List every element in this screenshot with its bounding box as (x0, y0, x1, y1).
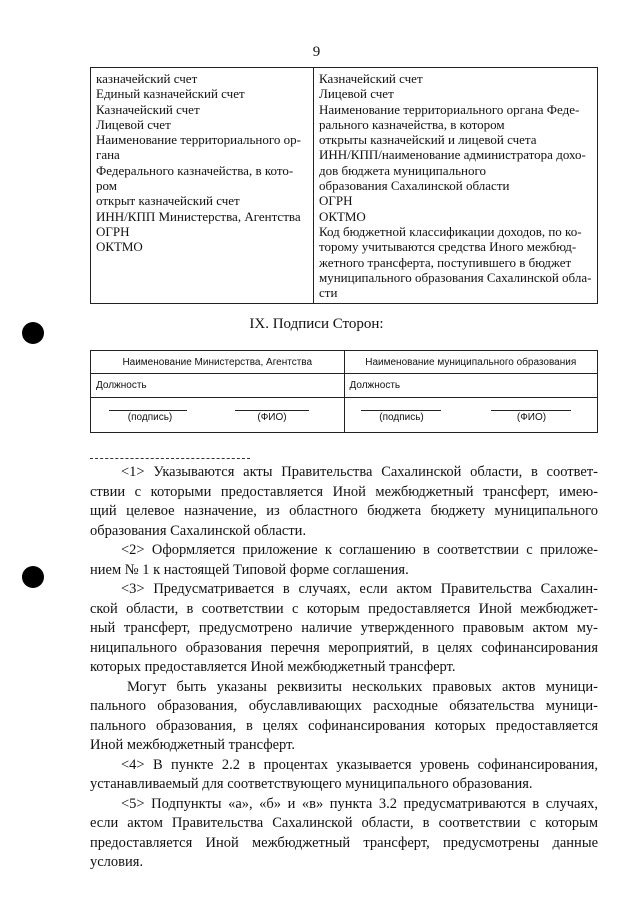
footnote-paragraph (90, 541, 598, 580)
requisite-line: ИНН/КПП/наименование администратора дохо- (319, 147, 586, 163)
footnote-line: щий целевое назначение, из областного бюджета бюджету муниципального (90, 503, 598, 519)
footnote-line: ный трансферт, предусмотрено наличие утвержденного правовым актом му- (90, 620, 598, 636)
requisites-right-cell (314, 68, 598, 304)
footnote-paragraph (90, 795, 598, 873)
requisite-line: ОКТМО (96, 239, 143, 255)
signature-block-right (344, 398, 598, 433)
requisites-table (90, 67, 598, 304)
requisite-line: ром (96, 178, 117, 194)
footnote-line: Иной межбюджетный трансферт. (90, 737, 295, 753)
signature-caption: (подпись) (379, 412, 424, 423)
footnote-line: нием № 1 к настоящей Типовой форме соглашения. (90, 561, 409, 578)
footnote-line: ствии с которыми предоставляется Иной межбюджетный трансферт, имею- (90, 483, 598, 500)
requisite-line: Код бюджетной классификации доходов, по ко- (319, 223, 582, 239)
requisite-line: ОКТМО (319, 208, 366, 224)
position-label: Должность (344, 374, 598, 398)
name-line (235, 410, 309, 411)
footnote-paragraph (90, 756, 598, 795)
footnote-line: если актом Правительства Сахалинской области, в соответствии с которым (90, 815, 598, 831)
footnote-line: ской области, в соответствии с которым предоставляется Иной межбюджет- (90, 600, 598, 617)
requisite-line: казначейский счет (96, 71, 198, 86)
footnote-line: ниципального образования перечня мероприятий, в целях софинансирования (90, 639, 598, 656)
footnote-paragraph (90, 463, 598, 541)
signature-line (361, 410, 441, 411)
requisite-line: образования Сахалинской области (319, 178, 510, 194)
footnote-line: <5> Подпункты «а», «б» и «в» пункта 3.2 предусматриваются в случаях, (121, 795, 598, 812)
footnotes (90, 463, 598, 873)
requisite-line: открыт казначейский счет (96, 193, 240, 209)
signature-header-ministry: Наименование Министерства, Агентства (91, 351, 345, 374)
footnote-line: <2> Оформляется приложение к соглашению в соответствии с приложе- (121, 542, 598, 558)
footnote-line: предоставляется Иной межбюджетный трансферт, предусмотрены данные (90, 834, 598, 851)
requisite-line: дов бюджета муниципального (319, 162, 487, 178)
requisite-line: ОГРН (319, 193, 353, 209)
requisite-line: ОГРН (96, 223, 130, 239)
footnote-line: устанавливаемый для соответствующего муниципального образования. (90, 776, 533, 792)
requisite-line: торому учитываются средства Иного межбюд- (319, 239, 577, 255)
binder-hole-mark (22, 566, 44, 588)
requisite-line: Казначейский счет (96, 101, 200, 117)
footnote-line: <1> Указываются акты Правительства Сахалинской области, в соответ- (121, 464, 598, 480)
signature-caption: (подпись) (127, 412, 173, 423)
footnote-line: образования Сахалинской области. (90, 522, 307, 539)
footnote-line: которых предоставляется Иной межбюджетный трансферт. (90, 659, 456, 675)
footnote-paragraph (90, 580, 598, 678)
requisite-line: рального казначейства, в котором (319, 116, 505, 132)
requisite-line: муниципального образования Сахалинской обла- (319, 269, 592, 285)
footnote-line: <4> В пункте 2.2 в процентах указывается уровень софинансирования, (121, 756, 598, 773)
footnote-line: пального образования, в целях софинансирования которых предоставляется (90, 717, 598, 734)
name-caption: (ФИО) (257, 412, 287, 423)
page-number: 9 (312, 44, 321, 60)
requisites-left-cell (91, 68, 314, 304)
signature-block-left (91, 398, 345, 433)
requisite-line: Лицевой счет (319, 86, 394, 102)
section-title: IX. Подписи Сторон: (249, 316, 384, 332)
footnote-paragraph (90, 678, 598, 756)
name-caption: (ФИО) (516, 412, 547, 423)
requisite-line: Наименование территориального органа Феде- (319, 101, 580, 117)
signature-header-municipality: Наименование муниципального образования (344, 351, 598, 374)
requisite-line: Наименование территориального ор- (96, 132, 301, 148)
requisite-line: Казначейский счет (319, 71, 423, 86)
footnote-line: условия. (90, 854, 144, 870)
requisite-line: Лицевой счет (96, 116, 171, 132)
position-label: Должность (91, 374, 345, 398)
requisite-line: Единый казначейский счет (96, 86, 245, 102)
signature-line (109, 410, 187, 411)
requisite-line: жетного трансферта, поступившего в бюджет (319, 254, 572, 270)
footnote-line: пального образования, обуславливающих расходные обязательства муници- (90, 698, 598, 714)
footnote-line: <3> Предусматривается в случаях, если актом Правительства Сахалин- (121, 581, 598, 597)
footnote-separator (90, 458, 250, 459)
requisite-line: открыты казначейский и лицевой счета (319, 132, 537, 148)
requisite-line: гана (96, 147, 120, 163)
requisite-line: ИНН/КПП Министерства, Агентства (96, 208, 301, 224)
signatures-table (90, 350, 598, 433)
requisite-line: Федерального казначейства, в кото- (96, 162, 294, 178)
name-line (491, 410, 571, 411)
requisite-line: сти (319, 285, 338, 301)
footnote-line: Могут быть указаны реквизиты нескольких правовых актов муници- (127, 678, 598, 695)
